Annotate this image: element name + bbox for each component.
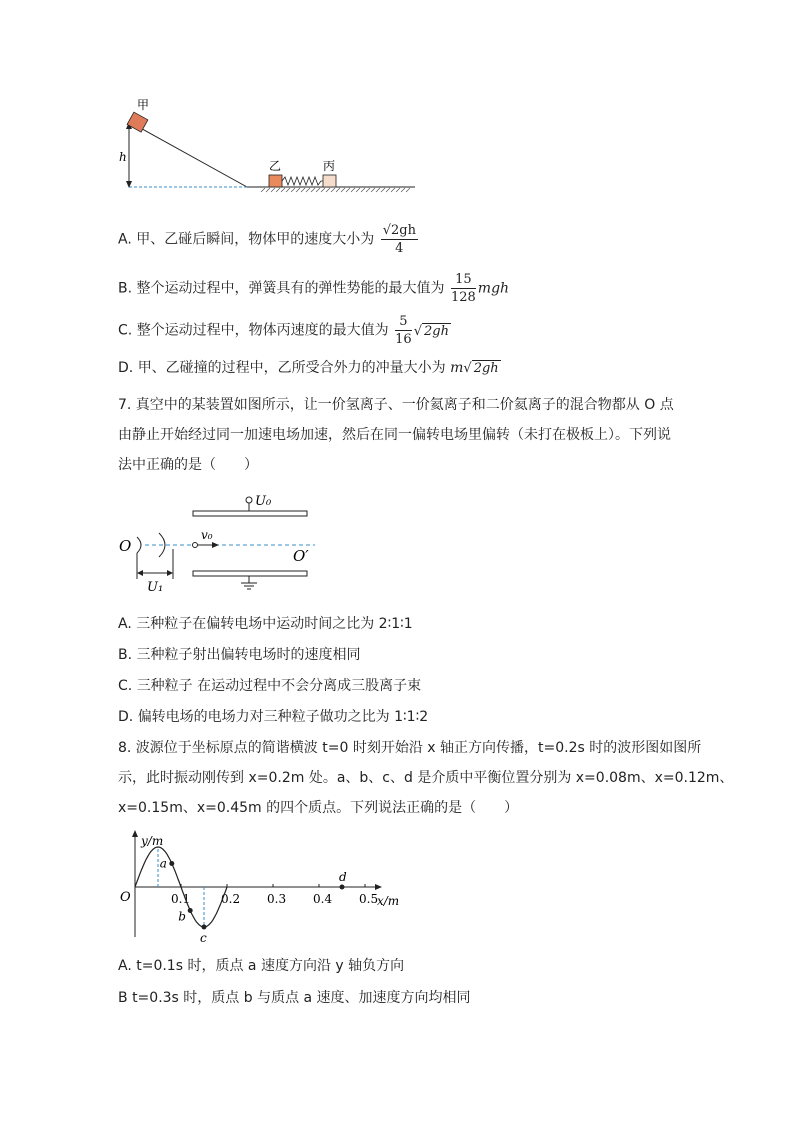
q8-stem-line3: x=0.15m、x=0.45m 的四个质点。下列说法正确的是（ ） xyxy=(118,800,519,816)
fraction: $\frac{5}{16}$ xyxy=(395,314,412,347)
u1-arrow-left xyxy=(137,570,143,576)
v0-arrowhead xyxy=(212,542,219,548)
q7-stem-line1: 7. 真空中的某装置如图所示，让一价氢离子、一价氦离子和二价氦离子的混合物都从 O 点 xyxy=(118,397,674,413)
q7-option-d: D. 偏转电场的电场力对三种粒子做功之比为 1∶1∶2 xyxy=(118,709,429,725)
label-b: b xyxy=(178,909,186,924)
x-tick-label: 0.3 xyxy=(267,892,287,906)
label-v0: v₀ xyxy=(201,528,213,542)
ground-hatch xyxy=(261,188,410,192)
wave-figure xyxy=(115,825,415,945)
q8-option-a: A. t=0.1s 时，质点 a 速度方向沿 y 轴负方向 xyxy=(118,958,405,974)
q6-option-c: C. 整个运动过程中，物体丙速度的最大值为 $\frac{5}{16}$ √ 2gh xyxy=(118,314,449,347)
q7-stem-line2: 由静止开始经过同一加速电场加速，然后在同一偏转电场里偏转（未打在极板上）。下列说 xyxy=(118,427,671,443)
x-tick-label: 0.5 xyxy=(359,892,379,906)
lower-plate xyxy=(193,571,307,576)
q6-option-d: D. 甲、乙碰撞的过程中，乙所受合外力的冲量大小为 m√ 2gh xyxy=(118,358,501,379)
incline-slope xyxy=(135,125,247,187)
q7-option-a: A. 三种粒子在偏转电场中运动时间之比为 2∶1∶1 xyxy=(118,616,413,632)
q8-option-b: B t=0.3s 时，质点 b 与质点 a 速度、加速度方向均相同 xyxy=(118,990,471,1006)
y-axis-arrow xyxy=(132,830,138,837)
sqrt: √ 2gh xyxy=(463,361,499,376)
x-tick-label: 0.4 xyxy=(313,892,333,906)
upper-plate xyxy=(193,511,307,516)
x-axis-label: x/m xyxy=(377,894,400,908)
label-oprime: O′ xyxy=(293,547,309,565)
particle xyxy=(193,543,198,548)
label-jia: 甲 xyxy=(137,98,150,112)
q7-option-b: B. 三种粒子射出偏转电场时的速度相同 xyxy=(118,647,361,663)
spring xyxy=(282,177,323,185)
fraction: $\frac{15}{128}$ xyxy=(450,272,476,305)
y-axis-label: y/m xyxy=(141,834,164,848)
label-c: c xyxy=(200,931,207,945)
u0-terminal xyxy=(246,497,252,503)
origin-label: O xyxy=(120,890,131,905)
label-d: d xyxy=(339,870,347,884)
q6-option-a: A. 甲、乙碰后瞬间，物体甲的速度大小为 $\frac{√2gh}{4}$ xyxy=(118,223,416,256)
accel-electrode-left xyxy=(137,537,141,553)
label-u1: U₁ xyxy=(147,580,164,595)
deflector-figure xyxy=(115,487,345,597)
block-yi xyxy=(269,175,282,187)
point-a xyxy=(169,861,174,866)
incline-figure xyxy=(115,95,420,200)
label-yi: 乙 xyxy=(269,159,282,173)
point-b xyxy=(188,908,193,913)
label-bing: 丙 xyxy=(323,159,336,173)
x-tick-label: 0.1 xyxy=(171,892,191,906)
point-d xyxy=(340,885,345,890)
label-h: h xyxy=(119,150,127,164)
block-jia xyxy=(127,112,148,132)
label-a: a xyxy=(159,856,167,871)
block-bing xyxy=(323,175,336,187)
q7-stem-line3: 法中正确的是（ ） xyxy=(118,457,258,473)
q7-option-c: C. 三种粒子 在运动过程中不会分离成三股离子束 xyxy=(118,678,422,694)
q6-option-b: B. 整个运动过程中，弹簧具有的弹性势能的最大值为 $\frac{15}{128}$ mgh xyxy=(118,272,510,305)
label-o: O xyxy=(119,537,132,555)
label-u0: U₀ xyxy=(255,494,272,509)
point-c xyxy=(202,925,207,930)
q8-stem-line1: 8. 波源位于坐标原点的简谐横波 t=0 时刻开始沿 x 轴正方向传播，t=0.2s 时的波形图如图所 xyxy=(118,740,702,756)
sqrt: √ 2gh xyxy=(413,323,449,339)
fraction: $\frac{√2gh}{4}$ xyxy=(382,223,416,256)
u1-arrow-right xyxy=(167,570,173,576)
q8-stem-line2: 示，此时振动刚传到 x=0.2m 处。a、b、c、d 是介质中平衡位置分别为 x=0.08m、x=0.12m、 xyxy=(118,770,734,786)
x-tick-label: 0.2 xyxy=(221,892,241,906)
x-axis-arrow xyxy=(375,884,382,890)
